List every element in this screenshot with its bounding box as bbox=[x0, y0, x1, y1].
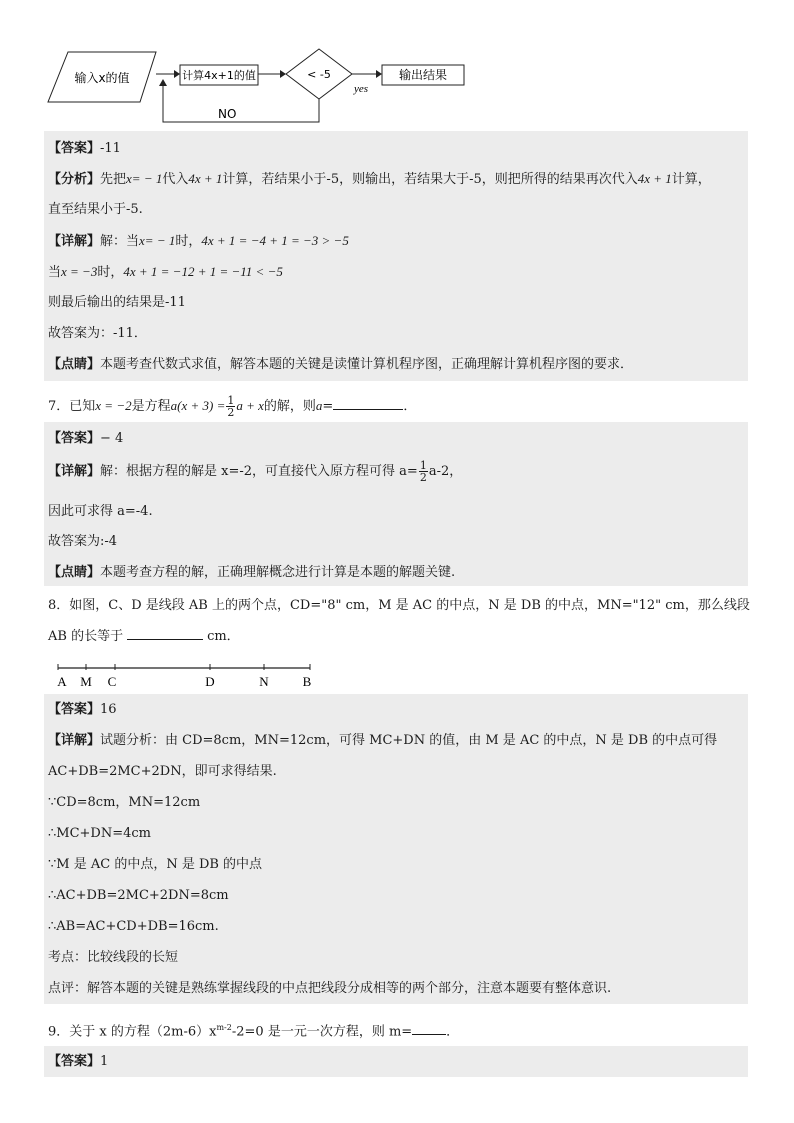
flowchart-arrowhead-no bbox=[159, 79, 167, 86]
q7-stem-text: ． bbox=[403, 399, 417, 414]
answer-tag: 【答案】 bbox=[48, 141, 101, 156]
flowchart-condition-label: < -5 bbox=[307, 68, 331, 81]
detail-tag: 【详解】 bbox=[48, 464, 101, 479]
q6-answer: -11 bbox=[100, 141, 121, 156]
q6-detail-text: 时， bbox=[97, 265, 124, 280]
fraction-numerator: 1 bbox=[419, 459, 427, 472]
q6-detail-line1 bbox=[48, 232, 349, 251]
answer-tag: 【答案】 bbox=[48, 431, 101, 446]
q8-stem-text: AB 的长等于 bbox=[48, 629, 124, 644]
q6-detail-text: 当 bbox=[48, 265, 62, 280]
point-label-b: B bbox=[302, 674, 312, 689]
q8-step: ∴MC+DN=4cm bbox=[48, 826, 151, 841]
q9-exponent: m-2 bbox=[216, 1023, 232, 1032]
q7-answer: − 4 bbox=[100, 431, 124, 446]
q8-stem-line1: 8．如图，C、D 是线段 AB 上的两个点，CD="8" cm，M 是 AC 的中点，N 是 DB 的中点，MN="12" cm，那么线段 bbox=[48, 598, 750, 613]
q9-stem-text: -2=0 是一元一次方程，则 m= bbox=[231, 1024, 413, 1040]
q8-kaodian: 考点：比较线段的长短 bbox=[48, 950, 179, 965]
q6-detail-text: 解：当 bbox=[100, 234, 140, 249]
q7-comment: 本题考查方程的解，正确理解概念进行计算是本题的解题关键. bbox=[100, 565, 456, 580]
q6-analysis-text: 计算，若结果小于-5，则输出，若结果大于-5，则把所得的结果再次代入 bbox=[222, 172, 638, 187]
q7-detail-line1 bbox=[48, 459, 462, 485]
flowchart-arrowhead-1 bbox=[174, 70, 180, 78]
q7-detail-line2: 因此可求得 a=-4. bbox=[48, 504, 153, 519]
q8-detail-line2: AC+DB=2MC+2DN，即可求得结果. bbox=[48, 764, 277, 779]
q8-answer-line bbox=[48, 701, 117, 719]
q7-stem-math: a(x + 3) = bbox=[170, 398, 226, 413]
q7-answer-line bbox=[48, 430, 123, 448]
answer-blank[interactable] bbox=[127, 639, 203, 640]
q6-detail-math: x= − 1 bbox=[139, 233, 176, 248]
q8-answer: 16 bbox=[100, 702, 117, 717]
q7-detail-line3: 故答案为:-4 bbox=[48, 534, 118, 549]
fraction-denominator: 2 bbox=[419, 471, 427, 484]
comment-tag: 【点睛】 bbox=[48, 357, 101, 372]
flowchart-yes-label: yes bbox=[354, 83, 369, 95]
q6-detail-math: 4x + 1 = −4 + 1 = −3 > −5 bbox=[201, 233, 349, 248]
answer-tag: 【答案】 bbox=[48, 702, 101, 717]
flowchart-no-loop bbox=[163, 80, 319, 122]
q9-stem bbox=[48, 1019, 459, 1041]
flowchart-arrowhead-2 bbox=[280, 70, 286, 78]
q9-stem-text: ． bbox=[446, 1024, 460, 1040]
point-label-a: A bbox=[57, 674, 67, 689]
q7-detail-text: a-2， bbox=[428, 464, 463, 479]
q7-comment-line bbox=[48, 564, 455, 582]
q7-stem-math: a + x bbox=[236, 398, 264, 413]
detail-tag: 【详解】 bbox=[48, 234, 101, 249]
point-label-c: C bbox=[107, 674, 117, 689]
q9-answer-line bbox=[48, 1053, 108, 1071]
point-label-m: M bbox=[80, 674, 92, 689]
q6-analysis-math: x= − 1 bbox=[126, 171, 163, 186]
q8-dianping: 点评：解答本题的关键是熟练掌握线段的中点把线段分成相等的两个部分，注意本题要有整体意识. bbox=[48, 981, 612, 996]
q6-answer-line bbox=[48, 140, 121, 158]
q9-stem-text: 9．关于 x 的方程（2m-6）x bbox=[48, 1024, 217, 1040]
fraction bbox=[419, 460, 428, 483]
q9-solution-block bbox=[44, 1046, 748, 1077]
q8-step: ∴AB=AC+CD+DB=16cm. bbox=[48, 919, 219, 934]
q6-detail-line2 bbox=[48, 263, 283, 282]
detail-tag: 【详解】 bbox=[48, 733, 101, 748]
q6-analysis-line1 bbox=[48, 170, 711, 189]
q6-solution-block bbox=[44, 131, 748, 381]
q7-stem-text: = bbox=[322, 399, 334, 414]
q6-detail-math: x = −3 bbox=[61, 264, 98, 279]
flowchart bbox=[40, 44, 480, 128]
q6-detail-text: 时， bbox=[175, 234, 202, 249]
q9-answer: 1 bbox=[100, 1054, 109, 1069]
q6-analysis-math: 4x + 1 bbox=[188, 171, 223, 186]
q7-detail-text: 解：根据方程的解是 x=-2，可直接代入原方程可得 a= bbox=[100, 464, 418, 479]
q6-analysis-text: 代入 bbox=[162, 172, 189, 187]
point-label-n: N bbox=[259, 674, 269, 689]
flowchart-no-label: NO bbox=[218, 107, 237, 121]
q8-stem-line2 bbox=[48, 628, 240, 646]
fraction-numerator: 1 bbox=[227, 394, 235, 407]
q6-analysis-text: 计算， bbox=[671, 172, 711, 187]
q8-step: ∵CD=8cm，MN=12cm bbox=[48, 795, 201, 810]
q6-comment: 本题考查代数式求值，解答本题的关键是读懂计算机程序图，正确理解计算机程序图的要求． bbox=[100, 357, 634, 372]
analysis-tag: 【分析】 bbox=[48, 172, 101, 187]
answer-blank[interactable] bbox=[333, 409, 403, 410]
q6-analysis-line2: 直至结果小于-5. bbox=[48, 202, 143, 217]
fraction bbox=[226, 395, 235, 418]
flowchart-compute-label: 计算4x+1的值 bbox=[182, 69, 256, 82]
q6-detail-math: 4x + 1 = −12 + 1 = −11 < −5 bbox=[123, 264, 283, 279]
q8-segment-figure bbox=[48, 658, 328, 692]
fraction-denominator: 2 bbox=[227, 406, 235, 419]
q6-comment-line bbox=[48, 356, 633, 374]
q7-stem-text: 是方程 bbox=[131, 399, 171, 414]
q7-stem-math: x = −2 bbox=[95, 398, 132, 413]
flowchart-output-label: 输出结果 bbox=[398, 68, 448, 82]
flowchart-arrowhead-yes bbox=[376, 70, 382, 78]
q7-stem-math: a bbox=[315, 398, 323, 413]
q8-detail-text: 试题分析：由 CD=8cm，MN=12cm，可得 MC+DN 的值，由 M 是 AC 的中点，N 是 DB 的中点可得 bbox=[100, 733, 718, 748]
flowchart-input-label: 输入x的值 bbox=[74, 71, 130, 85]
q8-step: ∵M 是 AC 的中点，N 是 DB 的中点 bbox=[48, 857, 263, 872]
answer-tag: 【答案】 bbox=[48, 1054, 101, 1069]
q6-detail-line3: 则最后输出的结果是-11 bbox=[48, 295, 186, 310]
answer-blank[interactable] bbox=[412, 1034, 446, 1035]
q7-stem-text: 7．已知 bbox=[48, 399, 96, 414]
q7-stem bbox=[48, 393, 416, 420]
q6-analysis-text: 先把 bbox=[100, 172, 127, 187]
q7-stem-text: 的解，则 bbox=[263, 399, 316, 414]
point-label-d: D bbox=[205, 674, 215, 689]
q6-analysis-math: 4x + 1 bbox=[637, 171, 672, 186]
q8-detail-line1 bbox=[48, 732, 717, 750]
comment-tag: 【点睛】 bbox=[48, 565, 101, 580]
q8-stem-text: cm． bbox=[207, 629, 240, 644]
q6-detail-line4: 故答案为：-11． bbox=[48, 326, 147, 341]
q8-step: ∴AC+DB=2MC+2DN=8cm bbox=[48, 888, 229, 903]
